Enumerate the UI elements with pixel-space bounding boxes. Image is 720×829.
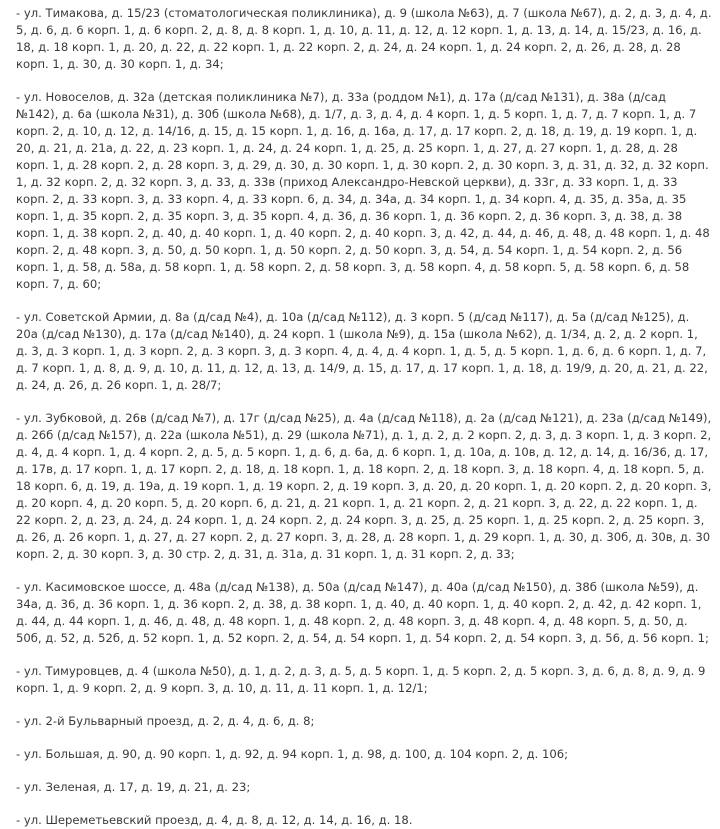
address-entry-2-bulvarny: - ул. 2-й Бульварный проезд, д. 2, д. 4, д. 6, д. 8; (16, 714, 315, 728)
address-entry-kasimovskoe-shosse: - ул. Касимовское шоссе, д. 48а (д/сад №138), д. 50а (д/сад №147), д. 40а (д/сад №150), д. 38б (школа №59), д. 34а, д. 36, д. 36 корп. 1, д. 36 корп. 2, д. 38, д. 38 корп. 1, д. 40, д. 40 корп. 1, д. 40 корп. 2, д. 42, д. 42 корп. 1, д. 44, д. 44 корп. 1, д. 46, д. 48, д. 48 корп. 1, д. 48 корп. 2, д. 48 корп. 3, д. 48 корп. 4, д. 48 корп. 5, д. 50, д. 50б, д. 52, д. 52б, д. 52 корп. 1, д. 52 корп. 2, д. 54, д. 54 корп. 1, д. 54 корп. 2, д. 54 корп. 3, д. 56, д. 56 корп. 1; (16, 580, 709, 645)
address-entry-timurovtsev: - ул. Тимуровцев, д. 4 (школа №50), д. 1, д. 2, д. 3, д. 5, д. 5 корп. 1, д. 5 корп. 2, д. 5 корп. 3, д. 6, д. 8, д. 9, д. 9 корп. 1, д. 9 корп. 2, д. 9 корп. 3, д. 10, д. 11, д. 11 корп. 1, д. 12/1; (16, 664, 706, 695)
address-entry-sheremetevsky: - ул. Шереметьевский проезд, д. 4, д. 8, д. 12, д. 14, д. 16, д. 18. (16, 813, 413, 827)
address-entry-sovetskoy-armii: - ул. Советской Армии, д. 8а (д/сад №4), д. 10а (д/сад №112), д. 3 корп. 5 (д/сад №117), д. 5а (д/сад №125), д. 20а (д/сад №130), д. 17а (д/сад №140), д. 24 корп. 1 (школа №9), д. 15а (школа №62), д. 1/34, д. 2, д. 2 корп. 1, д. 3, д. 3 корп. 1, д. 3 корп. 2, д. 3 корп. 3, д. 3 корп. 4, д. 4, д. 4 корп. 1, д. 5, д. 5 корп. 1, д. 6, д. 6 корп. 1, д. 7, д. 7 корп. 1, д. 8, д. 9, д. 10, д. 11, д. 12, д. 13, д. 14/9, д. 15, д. 17, д. 17 корп. 1, д. 18, д. 19/9, д. 20, д. 21, д. 22, д. 24, д. 26, д. 26 корп. 1, д. 28/7; (16, 310, 708, 392)
address-entry-zubkovoy: - ул. Зубковой, д. 26в (д/сад №7), д. 17г (д/сад №25), д. 4а (д/сад №118), д. 2а (д/сад №121), д. 23а (д/сад №149), д. 26б (д/сад №157), д. 22а (школа №51), д. 29 (школа №71), д. 1, д. 2, д. 2 корп. 2, д. 3, д. 3 корп. 1, д. 3 корп. 2, д. 4, д. 4 корп. 1, д. 4 корп. 2, д. 5, д. 5 корп. 1, д. 6, д. 6а, д. 6 корп. 1, д. 10а, д. 10в, д. 12, д. 14, д. 16/36, д. 17, д. 17в, д. 17 корп. 1, д. 17 корп. 2, д. 18, д. 18 корп. 1, д. 18 корп. 2, д. 18 корп. 3, д. 18 корп. 4, д. 18 корп. 5, д. 18 корп. 6, д. 19, д. 19а, д. 19 корп. 1, д. 19 корп. 2, д. 19 корп. 3, д. 20, д. 20 корп. 1, д. 20 корп. 2, д. 20 корп. 3, д. 20 корп. 4, д. 20 корп. 5, д. 20 корп. 6, д. 21, д. 21 корп. 1, д. 21 корп. 2, д. 21 корп. 3, д. 22, д. 22 корп. 1, д. 22 корп. 2, д. 23, д. 24, д. 24 корп. 1, д. 24 корп. 2, д. 24 корп. 3, д. 25, д. 25 корп. 1, д. 25 корп. 2, д. 25 корп. 3, д. 26, д. 26 корп. 1, д. 27, д. 27 корп. 2, д. 27 корп. 3, д. 28, д. 28 корп. 1, д. 29 корп. 1, д. 30, д. 30б, д. 30в, д. 30 корп. 2, д. 30 корп. 3, д. 30 стр. 2, д. 31, д. 31а, д. 31 корп. 1, д. 31 корп. 2, д. 33; (16, 411, 712, 561)
address-entry-bolshaya: - ул. Большая, д. 90, д. 90 корп. 1, д. 92, д. 94 корп. 1, д. 98, д. 100, д. 104 корп. 2, д. 106; (16, 747, 569, 761)
address-entry-novoselov: - ул. Новоселов, д. 32а (детская поликлиника №7), д. 33а (роддом №1), д. 17а (д/сад №131), д. 38а (д/сад №142), д. 6а (школа №31), д. 30б (школа №68), д. 1/7, д. 3, д. 4, д. 4 корп. 1, д. 5 корп. 1, д. 7, д. 7 корп. 1, д. 7 корп. 2, д. 10, д. 12, д. 14/16, д. 15, д. 15 корп. 1, д. 16, д. 16а, д. 17, д. 17 корп. 2, д. 18, д. 19, д. 19 корп. 1, д. 20, д. 21, д. 21а, д. 22, д. 23 корп. 1, д. 24, д. 24 корп. 1, д. 25, д. 25 корп. 1, д. 27, д. 27 корп. 1, д. 28, д. 28 корп. 1, д. 28 корп. 2, д. 28 корп. 3, д. 29, д. 30, д. 30 корп. 1, д. 30 корп. 2, д. 30 корп. 3, д. 31, д. 32, д. 32 корп. 1, д. 32 корп. 2, д. 32 корп. 3, д. 33, д. 33в (приход Александро-Невской церкви), д. 33г, д. 33 корп. 1, д. 33 корп. 2, д. 33 корп. 3, д. 33 корп. 4, д. 33 корп. 6, д. 34, д. 34а, д. 34 корп. 1, д. 34 корп. 4, д. 35, д. 35а, д. 35 корп. 1, д. 35 корп. 2, д. 35 корп. 3, д. 35 корп. 4, д. 36, д. 36 корп. 1, д. 36 корп. 2, д. 36 корп. 3, д. 38, д. 38 корп. 1, д. 38 корп. 2, д. 40, д. 40 корп. 1, д. 40 корп. 2, д. 40 корп. 3, д. 42, д. 44, д. 46, д. 48, д. 48 корп. 1, д. 48 корп. 2, д. 48 корп. 3, д. 50, д. 50 корп. 1, д. 50 корп. 2, д. 50 корп. 3, д. 54, д. 54 корп. 1, д. 54 корп. 2, д. 56 корп. 1, д. 58, д. 58а, д. 58 корп. 1, д. 58 корп. 2, д. 58 корп. 3, д. 58 корп. 4, д. 58 корп. 5, д. 58 корп. 6, д. 58 корп. 7, д. 60; (16, 90, 710, 291)
address-entry-zelenaya: - ул. Зеленая, д. 17, д. 19, д. 21, д. 23; (16, 780, 251, 794)
address-entry-timakova: - ул. Тимакова, д. 15/23 (стоматологическая поликлиника), д. 9 (школа №63), д. 7 (школа №67), д. 2, д. 3, д. 4, д. 5, д. 6, д. 6 корп. 1, д. 6 корп. 2, д. 8, д. 8 корп. 1, д. 10, д. 11, д. 12, д. 12 корп. 1, д. 13, д. 14, д. 15/23, д. 16, д. 18, д. 18 корп. 1, д. 20, д. 22, д. 22 корп. 1, д. 22 корп. 2, д. 24, д. 24 корп. 1, д. 24 корп. 2, д. 26, д. 28, д. 28 корп. 1, д. 30, д. 30 корп. 1, д. 34; (16, 6, 712, 71)
